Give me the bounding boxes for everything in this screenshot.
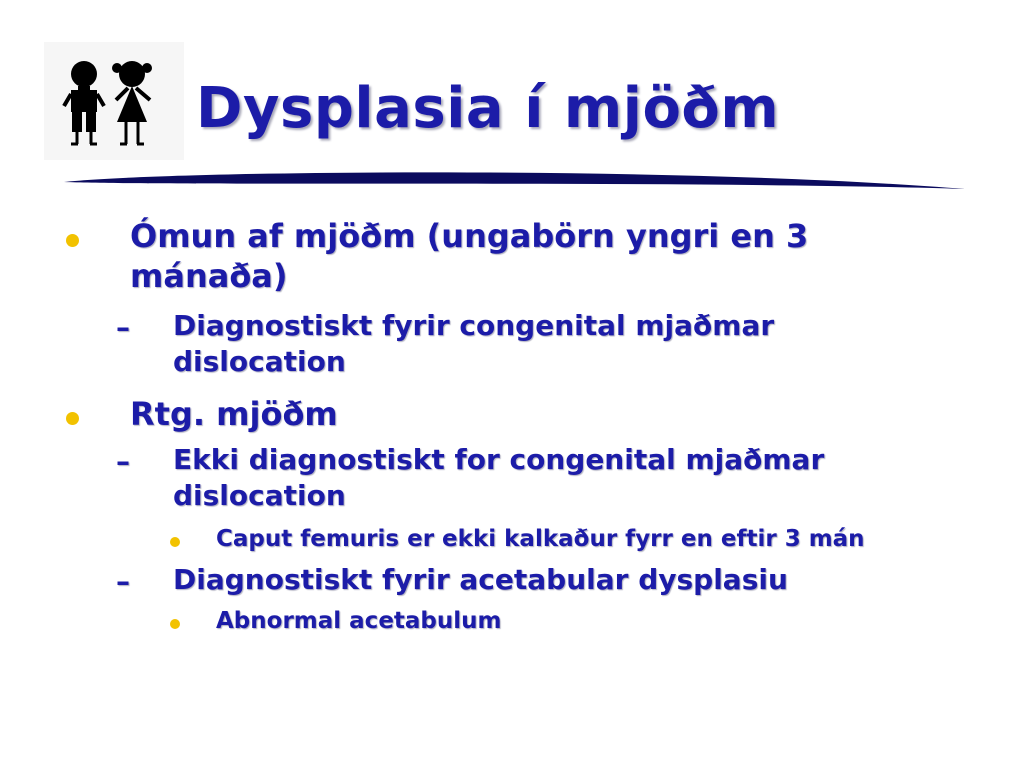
bullet-dash-icon: – xyxy=(116,565,130,598)
bullet-dot-icon xyxy=(170,619,180,629)
bullet-text-level-3: Abnormal acetabulum xyxy=(216,608,502,634)
bullet-dot-icon xyxy=(170,537,180,547)
bullet-text-level-2: dislocation xyxy=(173,479,346,512)
bullet-text-level-2: Ekki diagnostiskt for congenital mjaðmar xyxy=(173,443,825,476)
bullet-text-level-2: Diagnostiskt fyrir congenital mjaðmar xyxy=(173,309,775,342)
bullet-text-level-1: mánaða) xyxy=(130,257,288,295)
bullet-dot-icon xyxy=(66,234,79,247)
bullet-text-level-1: Ómun af mjöðm (ungabörn yngri en 3 xyxy=(130,217,809,255)
bullet-dash-icon: – xyxy=(116,311,130,344)
bullet-text-level-2: dislocation xyxy=(173,345,346,378)
slide-title: Dysplasia í mjöðm xyxy=(196,76,780,141)
bullet-text-level-1: Rtg. mjöðm xyxy=(130,395,338,433)
bullet-dash-icon: – xyxy=(116,445,130,478)
bullet-text-level-2: Diagnostiskt fyrir acetabular dysplasiu xyxy=(173,563,788,596)
bullet-text-level-3: Caput femuris er ekki kalkaður fyrr en eftir 3 mán xyxy=(216,526,865,552)
bullet-dot-icon xyxy=(66,412,79,425)
